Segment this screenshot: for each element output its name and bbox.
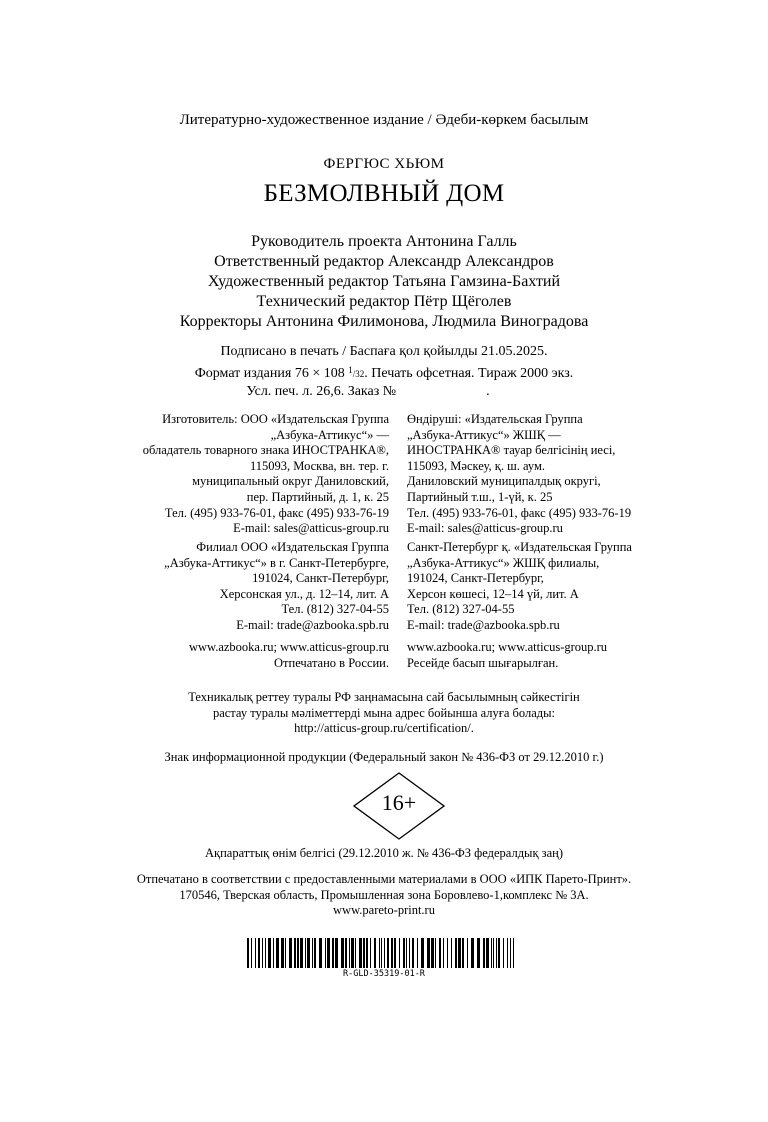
certification-link[interactable]: http://atticus-group.ru/certification/. [294,721,474,736]
branch-ru-line: E-mail: trade@azbooka.spb.ru [236,617,389,632]
age-rating-text: 16+ [381,790,417,815]
barcode-bar [462,938,464,968]
manufacturer-kz-line: Тел. (495) 933-76-01, факс (495) 933-76-19 [407,505,632,520]
websites-kz [407,640,607,671]
barcode-bar [359,938,362,968]
barcode-bar [268,938,271,968]
barcode-bar [307,938,310,968]
barcode-bar [384,938,385,968]
barcode-bar [443,938,444,968]
manufacturer-kz [407,412,631,537]
manufacturer-ru-line: муниципальный округ Даниловский, [192,474,389,489]
barcode-bar [467,938,468,968]
branch-ru [164,540,389,634]
certification-note [0,690,768,737]
barcode-bar [391,938,393,968]
barcode-bar [417,938,418,968]
printer-info [0,872,768,919]
editorial-staff [0,232,768,332]
barcode-bar [300,938,303,968]
barcode-bar [297,938,299,968]
website-link[interactable]: www.azbooka.ru; www.atticus-group.ru [407,640,608,654]
author-name: ФЕРГЮС ХЬЮМ [323,156,445,172]
branch-kz [407,540,632,634]
barcode-bar [510,938,511,968]
barcode-bar [314,938,316,968]
barcode-bar [325,938,326,968]
barcode-bars [247,938,519,968]
branch-kz-line: „Азбука-Аттикус“» ЖШҚ филиалы, [407,555,600,570]
barcode-bar [247,938,249,968]
barcode-bar [351,938,354,968]
barcode-bar [312,938,313,968]
printed-in-ru: Отпечатано в России. [274,655,389,670]
format-fraction-den: /32 [352,369,365,379]
barcode-bar [289,938,292,968]
info-sign-ru: Знак информационной продукции (Федеральный закон № 436-ФЗ от 29.12.2010 г.) [164,750,604,764]
barcode-bar [341,938,344,968]
printed-in-kz: Ресейде басып шығарылған. [407,655,559,670]
barcode-bar [471,938,474,968]
barcode-bar [370,938,371,968]
manufacturer-kz-line: ИНОСТРАНКА® тауар белгісінің иесі, [407,443,616,458]
barcode-bar [285,938,286,968]
barcode-bar [507,938,508,968]
book-title: БЕЗМОЛВНЫЙ ДОМ [263,180,505,207]
manufacturer-ru-line: 115093, Москва, вн. тер. г. [249,458,389,473]
barcode-bar [403,938,405,968]
barcode-bar [255,938,256,968]
barcode-bar [276,938,279,968]
format-line [0,361,768,383]
barcode-bar [435,938,436,968]
staff-line: Корректоры Антонина Филимонова, Людмила Виноградова [179,313,589,330]
sheets-line: Усл. печ. л. 26,6. Заказ № . [246,384,490,399]
barcode-bar [387,938,389,968]
barcode-bar [281,938,284,968]
barcode-bar [345,938,347,968]
barcode-bar [496,938,497,968]
barcode-bar [258,938,260,968]
barcode-bar [273,938,274,968]
manufacturer-kz-line: 115093, Мәскеу, қ. ш. аум. [407,458,545,473]
branch-ru-line: Херсонская ул., д. 12–14, лит. А [219,586,389,601]
barcode-bar [294,938,296,968]
manufacturer-kz-line: Даниловский муниципалдық округі, [407,474,601,489]
barcode-bar [265,938,266,968]
barcode [247,938,519,988]
barcode-bar [477,938,480,968]
format-fraction-num: 1 [348,365,353,375]
certification-line: растау туралы мәліметтерді мына адрес бойынша алуға болады: [212,705,556,720]
staff-line: Руководитель проекта Антонина Галль [251,233,517,250]
branch-ru-line: „Азбука-Аттикус“» в г. Санкт-Петербурге, [164,555,389,570]
certification-line: Техникалық реттеу туралы РФ заңнамасына сай басылымның сәйкестігін [188,690,580,704]
staff-line: Художественный редактор Татьяна Гамзина-Бахтий [207,273,561,290]
barcode-bar [513,938,514,968]
branch-kz-line: Херсон көшесі, 12–14 үй, лит. А [407,586,579,601]
manufacturer-kz-line: Өндіруші: «Издательская Группа [407,412,583,426]
manufacturer-ru-line: Тел. (495) 933-76-01, факс (495) 933-76-19 [164,505,389,520]
branch-ru-line: Тел. (812) 327-04-55 [281,602,389,617]
branch-kz-line: Санкт-Петербург қ. «Издательская Группа [407,540,632,554]
barcode-bar [251,938,252,968]
barcode-bar [439,938,441,968]
format-prefix: Формат издания 76 × 108 [194,366,349,381]
barcode-bar [366,938,368,968]
manufacturer-kz-line: „Азбука-Аттикус“» ЖШҚ — [407,427,561,442]
barcode-bar [399,938,400,968]
barcode-bar [355,938,356,968]
barcode-bar [349,938,350,968]
barcode-bar [412,938,414,968]
barcode-bar [431,938,434,968]
barcode-bar [483,938,485,968]
manufacturer-kz-line: E-mail: sales@atticus-group.ru [407,521,563,536]
manufacturer-ru-line: „Азбука-Аттикус“» — [270,427,389,442]
info-sign-kz: Ақпараттық өнім белгісі (29.12.2010 ж. № 436-ФЗ федералдық заң) [205,846,563,860]
branch-kz-line: Тел. (812) 327-04-55 [407,602,515,617]
barcode-bar [486,938,489,968]
barcode-bar [458,938,461,968]
printer-line: Отпечатано в соответствии с предоставленными материалами в ООО «ИПК Парето-Принт». [136,872,632,886]
barcode-bar [493,938,494,968]
barcode-bar [327,938,330,968]
barcode-bar [491,938,492,968]
barcode-bar [332,938,334,968]
manufacturer-kz-line: Партийный т.ш., 1-үй, к. 25 [407,489,553,504]
branch-ru-line: Филиал ООО «Издательская Группа [196,540,389,554]
barcode-bar [498,938,500,968]
format-suffix: . Печать офсетная. Тираж 2000 экз. [364,366,574,381]
staff-line: Технический редактор Пётр Щёголев [256,293,512,310]
barcode-bar [406,938,407,968]
manufacturer-ru-line: обладатель товарного знака ИНОСТРАНКА®, [142,443,389,458]
signed-line: Подписано в печать / Баспаға қол қойылды 21.05.2025. [220,344,548,359]
barcode-bar [381,938,382,968]
website-link[interactable]: www.azbooka.ru; www.atticus-group.ru [188,640,389,654]
barcode-bar [319,938,322,968]
genre-line: Литературно-художественное издание / Әдеби-көркем басылым [179,112,589,128]
barcode-bar [363,938,365,968]
barcode-bar [379,938,380,968]
barcode-bar [455,938,457,968]
age-rating-badge [353,772,445,840]
print-info [0,343,768,401]
barcode-code: R-GLD-35319-01-R [343,969,425,979]
barcode-bar [262,938,263,968]
barcode-bar [305,938,306,968]
websites-ru [189,640,389,671]
manufacturer-ru-line: E-mail: sales@atticus-group.ru [233,521,389,536]
barcode-bar [421,938,424,968]
barcode-bar [427,938,430,968]
barcode-bar [451,938,452,968]
barcode-bar [409,938,410,968]
branch-ru-line: 191024, Санкт-Петербург, [252,571,389,586]
branch-kz-line: 191024, Санкт-Петербург, [407,571,544,586]
barcode-bar [503,938,504,968]
barcode-bar [335,938,338,968]
manufacturer-ru-line: пер. Партийный, д. 1, к. 25 [246,489,389,504]
printer-line: 170546, Тверская область, Промышленная зона Боровлево-1,комплекс № 3А. [179,887,589,902]
barcode-bar [374,938,376,968]
barcode-bar [394,938,396,968]
manufacturer-ru-line: Изготовитель: ООО «Издательская Группа [162,412,389,426]
branch-kz-line: E-mail: trade@azbooka.spb.ru [407,617,560,632]
staff-line: Ответственный редактор Александр Александров [214,253,554,270]
barcode-bar [447,938,448,968]
printer-link[interactable]: www.pareto-print.ru [333,903,435,918]
manufacturer-ru [143,412,389,537]
